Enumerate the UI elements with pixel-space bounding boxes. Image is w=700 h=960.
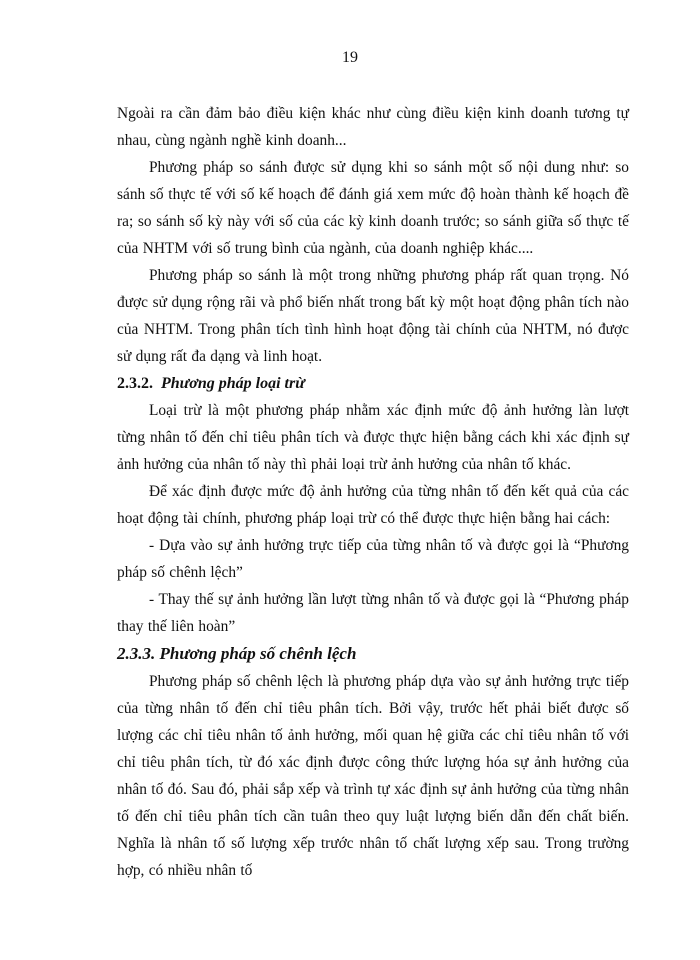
section-number: 2.3.2.: [117, 375, 153, 392]
section-heading-2-3-2: [117, 370, 629, 397]
paragraph-conditions: Ngoài ra cần đảm bảo điều kiện khác như cùng điều kiện kinh doanh tương tự nhau, cùng ngành nghề kinh doanh...: [117, 105, 629, 149]
paragraph-elimination-definition: Loại trừ là một phương pháp nhằm xác định mức độ ảnh hưởng làn lượt từng nhân tố đến chỉ tiêu phân tích và được thực hiện bằng cách khi xác định sự ảnh hưởng của nhân tố này thì phải loại trừ ảnh hưởng của nhân tố khác.: [117, 402, 629, 473]
list-item-difference-method: - Dựa vào sự ảnh hưởng trực tiếp của từng nhân tố và được gọi là “Phương pháp số chênh lệch”: [117, 537, 629, 581]
section-title: Phương pháp loại trừ: [161, 375, 305, 392]
section-heading-2-3-3: 2.3.3. Phương pháp số chênh lệch: [117, 644, 357, 663]
page-number: 19: [342, 49, 358, 66]
document-body: [117, 100, 629, 884]
paragraph-elimination-methods: Để xác định được mức độ ảnh hưởng của từng nhân tố đến kết quả của các hoạt động tài chính, phương pháp loại trừ có thể được thực hiện bằng hai cách:: [117, 483, 629, 527]
paragraph-comparison-importance: Phương pháp so sánh là một trong những phương pháp rất quan trọng. Nó được sử dụng rộng rãi và phổ biến nhất trong bất kỳ một hoạt động phân tích nào của NHTM. Trong phân tích tình hình hoạt động tài chính của NHTM, nó được sử dụng rất đa dạng và linh hoạt.: [117, 267, 629, 365]
list-item-substitution-method: - Thay thế sự ảnh hưởng lần lượt từng nhân tố và được gọi là “Phương pháp thay thế liên hoàn”: [117, 591, 629, 635]
paragraph-comparison-usage: Phương pháp so sánh được sử dụng khi so sánh một số nội dung như: so sánh số thực tế với số kế hoạch để đánh giá xem mức độ hoàn thành kế hoạch đề ra; so sánh số kỳ này với số của các kỳ kinh doanh trước; so sánh giữa số thực tế của NHTM với số trung bình của ngành, của doanh nghiệp khác....: [117, 159, 629, 257]
paragraph-difference-method: Phương pháp số chênh lệch là phương pháp dựa vào sự ảnh hưởng trực tiếp của từng nhân tố đến chỉ tiêu phân tích. Bởi vậy, trước hết phải biết được số lượng các chỉ tiêu nhân tố ảnh hưởng, mối quan hệ giữa các chỉ tiêu nhân tố với chỉ tiêu phân tích, từ đó xác định được công thức lượng hóa sự ảnh hưởng của nhân tố đó. Sau đó, phải sắp xếp và trình tự xác định sự ảnh hưởng của từng nhân tố đến chỉ tiêu phân tích cần tuân theo quy luật lượng biến dẫn đến chất biến. Nghĩa là nhân tố số lượng xếp trước nhân tố chất lượng xếp sau. Trong trường hợp, có nhiều nhân tố: [117, 673, 629, 879]
